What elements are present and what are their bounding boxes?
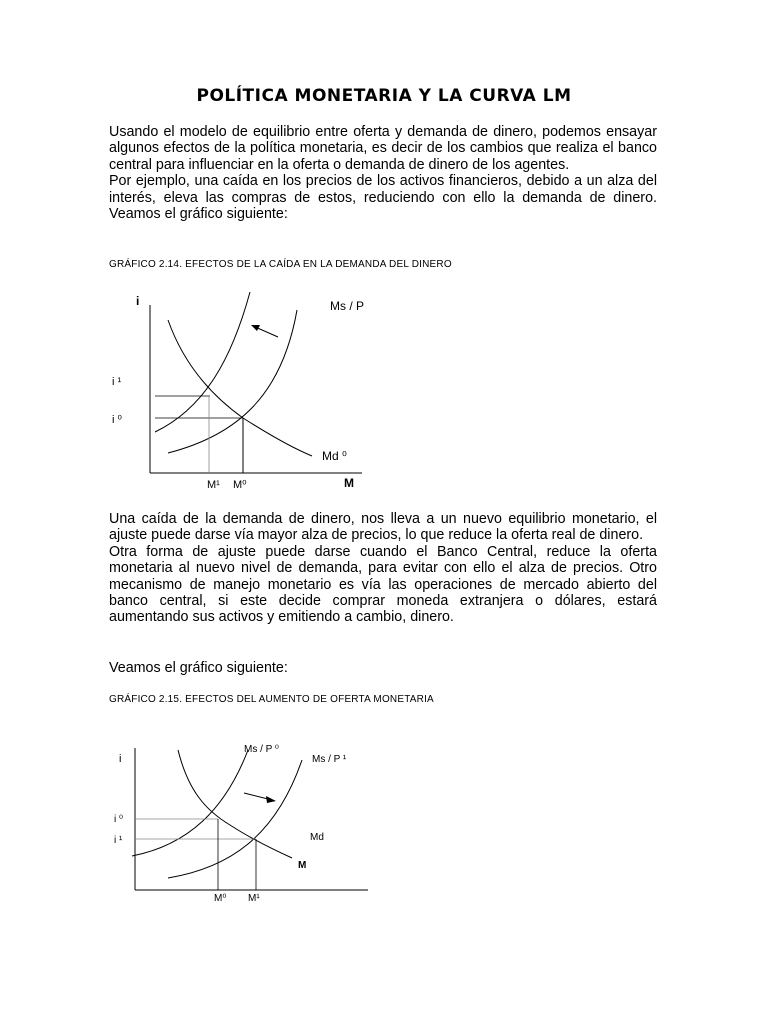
money-demand-curve [178, 750, 292, 858]
figure-2-15 [100, 735, 390, 905]
demand-label: Md [310, 832, 324, 843]
supply0-label: Ms / P ⁰ [244, 744, 279, 755]
money-supply-curve [168, 310, 297, 453]
y-axis-label: i [136, 294, 140, 308]
paragraph: Otra forma de ajuste puede darse cuando el Banco Central, reduce la oferta monetaria al nuevo nivel de demanda, para evitar con ello el alza de precios. Otro mecanismo de manejo monetario es vía las operaciones de mercado abierto del banco central, si este decide comprar moneda extranjera o dólares, estará aumentando sus activos y emitiendo a cambio, dinero. [109, 543, 657, 626]
figure-caption-1: GRÁFICO 2.14. EFECTOS DE LA CAÍDA EN LA DEMANDA DEL DINERO [109, 259, 452, 270]
m0-label: M⁰ [233, 479, 247, 491]
i1-label: i ¹ [112, 376, 122, 388]
i0-label: i ⁰ [112, 414, 122, 426]
shift-arrowhead [266, 796, 276, 803]
x-axis-label: M [298, 860, 307, 871]
supply-label: Ms / P [330, 299, 365, 313]
paragraph: Por ejemplo, una caída en los precios de los activos financieros, debido a un alza del interés, eleva las compras de estos, reduciendo con ello la demanda de dinero. Veamos el gráfico siguiente: [109, 173, 657, 223]
figure-caption-2: GRÁFICO 2.15. EFECTOS DEL AUMENTO DE OFERTA MONETARIA [109, 694, 434, 705]
body-text [109, 511, 657, 626]
money-supply-curve-shifted [155, 292, 250, 432]
m1-label: M¹ [248, 893, 260, 904]
demand-label: Md ⁰ [322, 449, 347, 463]
y-axis-label: i [119, 753, 122, 765]
x-axis-label: M [344, 476, 354, 490]
m1-label: M¹ [207, 479, 220, 491]
paragraph: Una caída de la demanda de dinero, nos lleva a un nuevo equilibrio monetario, el ajuste puede darse vía mayor alza de precios, lo que reduce la oferta real de dinero. [109, 511, 657, 544]
i0-label: i ⁰ [114, 814, 124, 825]
intro-text [109, 124, 657, 222]
page-title: POLÍTICA MONETARIA Y LA CURVA LM [196, 86, 572, 106]
paragraph: Usando el modelo de equilibrio entre oferta y demanda de dinero, podemos ensayar algunos efectos de la política monetaria, es decir de los cambios que realiza el banco central para influenciar en la oferta o demanda de dinero de los agentes. [109, 124, 657, 173]
supply1-label: Ms / P ¹ [312, 754, 347, 765]
money-supply-curve-0 [132, 750, 248, 856]
money-demand-curve [168, 320, 312, 456]
figure-2-14 [100, 282, 400, 497]
m0-label: M⁰ [214, 893, 227, 904]
paragraph: Veamos el gráfico siguiente: [109, 660, 288, 676]
i1-label: i ¹ [114, 835, 123, 846]
